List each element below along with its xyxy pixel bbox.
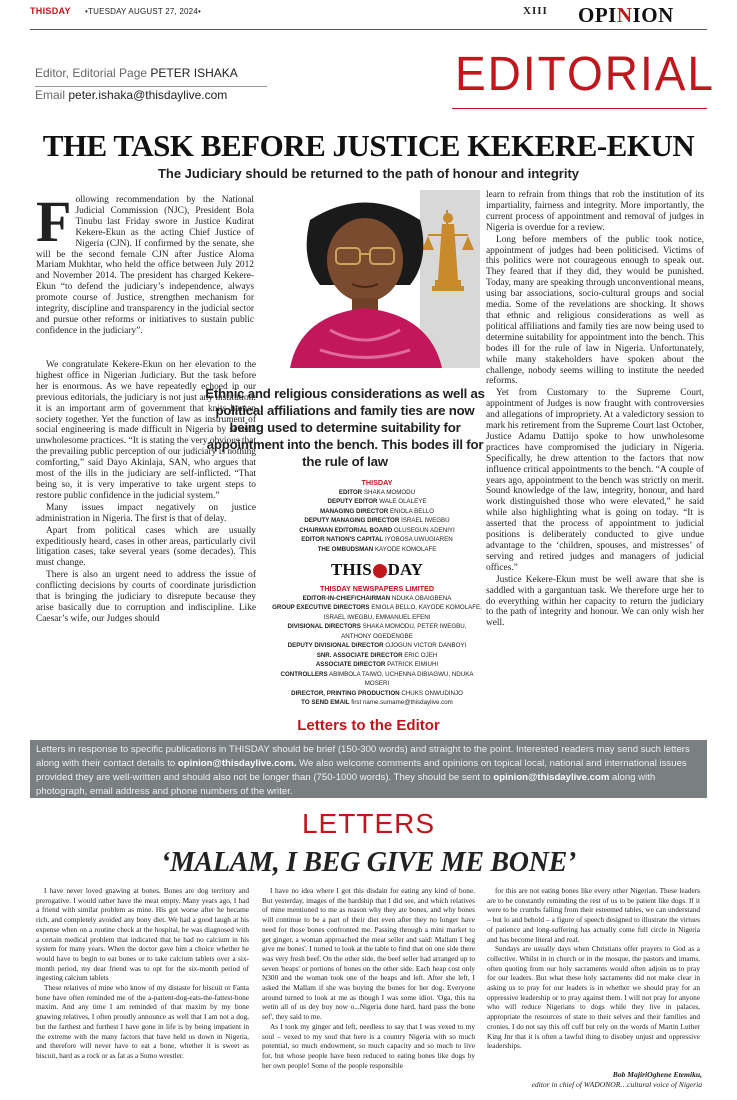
staff-name: PATRICK EIMIUHI: [387, 661, 439, 668]
company-staff-list: [272, 594, 482, 708]
editor-divider: [35, 86, 267, 87]
staff-role: DEPUTY EDITOR: [327, 498, 378, 505]
letter-headline: ‘MALAM, I BEG GIVE ME BONE’: [160, 847, 577, 878]
staff-role: CONTROLLERS: [280, 670, 328, 678]
email-label: Email: [35, 88, 66, 102]
notice-email-2[interactable]: opinion@thisdaylive.com: [493, 772, 610, 783]
letter-column-3: [487, 886, 700, 1051]
staff-name: SHAKA MOMODU: [363, 488, 416, 496]
staff-name: ENIOLA BELLO, KAYODE KOMOLAFE, ISRAEL IWEGBU, EMMANUEL EFENI: [323, 604, 482, 621]
letter-paragraph: I have no idea where I got this disdain for eating any kind of bone. But yesterday, images of the hardship that I did see, and which relatives of mine mentioned to me as reason why they ate bones, and why bones will continue to be a part of their diet even after they no longer have need for those bones confronted me. Passing through a mini market to get ginger, a woman approached the meat seller and said: Mallam I beg give me bones'. I turned to look at the table to find that on one side there was very fresh beef. On the other side, the beef seller had arranged up to seven 'heaps' or portions of bones on the other side. Each heap cost only N300 and the woman took one of the heaps and left. After she left, I asked the Mallam if she was buying the bones for her dog. Everyone around turned to look at me as though I was some idiot. 'Oga, this na wetin all of us dey buy now o...Nigeria done hard, hard pass the bone sef', they said to me.: [262, 886, 475, 1022]
editorial-paragraph: There is also an urgent need to address the issue of conflicting decisions by courts of coordinate jurisdiction that is bringing the judiciary to disrepute because they arise basically due to corruption and indiscipline. Like Caesar’s wife, our Judges should: [36, 570, 256, 624]
editorial-paragraph: Long before members of the public took notice, appointment of judges had been politicised. Victims of this politics were not courageous enough to speak out. They feared that if they did, they would be punished. Today, many are speaking through unconventional means, using bar associations, socio-cultural groups and social media. Some of the revelations are shocking. It shows that ethnic and religious considerations as well as political affiliations and family ties are now being used to determine suitability for appointment into the bench. This bodes ill for the rule of law in Nigeria. Unfortunately, while many stakeholders have spoken about the challenge, nobody seems willing to institute the needed reforms.: [486, 234, 704, 387]
letters-notice: [36, 743, 704, 799]
drop-cap: F: [36, 189, 72, 254]
staff-name: first name.surname@thisdaylive.com: [351, 699, 453, 706]
staff-name: KAYODE KOMOLAFE: [374, 545, 437, 553]
masthead-staff-row: [272, 651, 482, 661]
notice-text-2: We also welcome comments and opinions on topical local, national and international issues provided they are well-written and should also not be longer than (750-1000 words). They should be sent to: [36, 758, 687, 783]
letters-section-title: Letters to the Editor: [297, 717, 440, 734]
masthead-staff-row: [272, 488, 482, 498]
letter-author: Bob MajiriOghene Etemiku,: [612, 1070, 702, 1079]
staff-role: TO SEND EMAIL: [301, 699, 350, 706]
staff-role: EDITOR-IN-CHIEF/CHAIRMAN: [302, 594, 391, 602]
staff-role: THE OMBUDSMAN: [317, 545, 374, 553]
staff-role: DEPUTY DIVISIONAL DIRECTOR: [287, 642, 384, 649]
editorial-paragraph: We congratulate Kekere-Ekun on her elevation to the highest office in Nigerian Judiciary. But the task before her is enormous. As we have repeatedly echoed in our previous editorials, the judiciary is not just any institution: it is an important arm of government that knits human society together. Yet the function of law as instrument of social engineering is made difficult in Nigeria by several unwholesome practices. “It is stating the very obvious that the prevailing public perception of our judiciary is nothing comforting,” said Dayo Akinlaja, SAN, who argues that most of the ills in the judiciary are self-inflicted. “That being so, it is very imperative to take urgent steps to restore public confidence in the judicial system.”: [36, 360, 256, 501]
editorial-divider: [452, 108, 707, 109]
editorial-headline: THE TASK BEFORE JUSTICE KEKERE-EKUN: [42, 128, 695, 163]
staff-role: DEPUTY MANAGING DIRECTOR: [304, 517, 400, 524]
staff-name: CHUKS ONWUDINJO: [401, 689, 463, 697]
masthead-staff-row: [272, 535, 482, 545]
staff-name: ENIOLA BELLO: [390, 507, 435, 515]
staff-name: OLUSEGUN ADENIYI: [393, 526, 455, 534]
masthead-title: THISDAY: [361, 478, 393, 487]
staff-name: NDUKA OBAIGBENA: [391, 594, 452, 602]
letter-column-1: [36, 886, 249, 1061]
notice-text-1: Letters in response to specific publications in THISDAY should be brief (150-300 words) and straight to the point. Interested readers may send such letters along with their contact details to: [36, 744, 690, 769]
staff-role: EDITOR: [338, 488, 363, 496]
editorial-column-1-top: [36, 189, 254, 338]
masthead-staff-row: [272, 689, 482, 699]
notice-email-1[interactable]: opinion@thisdaylive.com.: [177, 758, 297, 769]
masthead-staff-row: [272, 698, 482, 708]
staff-name: WALE OLALEYE: [379, 498, 427, 505]
editorial-paragraph: Apart from political cases which are usually expeditiously heard, cases in other areas, particularly civil litigation cases, take several years (some decades). This must change.: [36, 525, 256, 569]
masthead-staff-row: [272, 545, 482, 555]
masthead-staff-row: [272, 594, 482, 604]
email-line: [35, 88, 227, 102]
section-title-text: OPINION: [578, 3, 674, 27]
masthead-staff-row: [272, 526, 482, 536]
editorial-subheadline: The Judiciary should be returned to the path of honour and integrity: [157, 166, 580, 181]
staff-role: DIVISIONAL DIRECTORS: [287, 623, 361, 630]
letter-paragraph: Sundays are usually days when Christians offer prayers to God as a collective. Whilst in in church or in the mosque, the pastors and imams, often quoting from our holy sacraments would often adjoin us to pray for our leaders. But what these holy sacraments did not make clear in asking us to pray for our leaders is in whether we should pray for an oppressive leadership or to pray against them. I will not pray for anyone who will reduce Nigerians to dogs while they live in palaces, appropriate the resources of state to their selves and their families and cronies. I do not say this off cuff but rely on the words of Martin Luther King Jnr that it is often a lawful thing to disobey unjust and oppressive leaderships.: [487, 944, 700, 1051]
staff-name: ABIMBOLA TAIWO, UCHENNA DIBIAGWU, NDUKA MOSERI: [328, 670, 474, 687]
masthead-staff-row: [272, 516, 482, 526]
staff-role: EDITOR NATION'S CAPITAL: [301, 536, 384, 543]
staff-role: CHAIRMAN EDITORIAL BOARD: [299, 526, 393, 534]
editor-line: [35, 66, 238, 80]
masthead-staff-row: [272, 622, 482, 641]
newspaper-brand: THISDAY: [30, 6, 71, 16]
editorial-paragraph: learn to refrain from things that rob the institution of its impartiality, fairness and integrity. More importantly, the current process of appointment and removal of judges in Nigeria is overdue for a review.: [486, 190, 704, 233]
portrait-illustration: [270, 190, 480, 368]
editorial-paragraph: Many issues impact negatively on justice administration in Nigeria. The first is that of delay.: [36, 502, 256, 524]
letter-column-2: [262, 886, 475, 1070]
staff-name: IYOBOSA UWUGIAREN: [384, 536, 453, 543]
staff-name: ISRAEL IWEGBU: [401, 517, 450, 524]
staff-role: ASSOCIATE DIRECTOR: [315, 661, 386, 668]
staff-name: ERIC OJEH: [404, 651, 438, 659]
masthead-staff-row: [272, 670, 482, 689]
letter-signoff: [531, 1070, 702, 1089]
editorial-paragraph: Yet from Customary to the Supreme Court, appointment of Judges is now fraught with controversies and allegations of impropriety. At a valedictory session to mark his retirement from the Supreme Court last October, Justice Adamu Dattijo spoke to how unwholesome practices have compromised the judiciary in Nigeria. Specifically, he drew attention to the factors that now influence critical appointments to the bench. “A couple of years ago, appointment to the bench was strictly on merit. Sound knowledge of the law, integrity, honour, and hard work distinguished those who were elevated,” he said while also highlighting what is going on today. “It is asserted that the process of appointment to judicial positions is deliberately conducted to give undue advantage to the ‘children, spouses, and mistresses’ of serving and retired judges and managers of judicial offices.”: [486, 388, 704, 573]
logo-text-right: DAY: [387, 560, 423, 579]
masthead-staff-row: [272, 660, 482, 670]
issue-date: •TUESDAY AUGUST 27, 2024•: [85, 7, 201, 16]
letters-label: LETTERS: [301, 808, 436, 839]
letter-paragraph: These relatives of mine who know of my distaste for biscuit or Fanta bone have often reminded me of the a-patient-dog-eats-the-fattest-bone maxim. And any time I am reminded of that maxim by my bone gnawing relatives, I often proudly announce as well that I am not a dog, but the farthest and furthest I have gone in life is by being impatient in the extreme with the many factors that have held us down in Nigeria, and therefore will never have to eat a bone, whether it is sweet as biscuit, hard as a rock or as fat as a Sumo wrestler.: [36, 983, 249, 1060]
face-shape: [327, 218, 403, 302]
letter-paragraph: I have never loved gnawing at bones. Bones are dog territory and prerogative. I would rather have the meat empty. Many years ago, I had a friend with similar problem as mine. His got worse after he became rich, and completely avoided any bony diet. We had a good laugh at his expense when on a routine check at the hospital, he was diagnosed with a certain medical problem that indicated that he had no calcium in his system for many years. When the doctor gave him a choice whether he would have to begin to eat bones or to take calcium tablets over a six-month period, my dear friend was to opt for the six-month period of ingesting calcium tablets: [36, 886, 249, 983]
pull-quote: Ethnic and religious considerations as well as political affiliations and family ties are now being used to determine suitability for appointment into the bench. This bodes ill for the rule of law: [205, 386, 485, 469]
staff-role: MANAGING DIRECTOR: [319, 507, 389, 515]
staff-role: DIRECTOR, PRINTING PRODUCTION: [291, 689, 400, 697]
masthead-staff-row: [272, 641, 482, 651]
staff-role: GROUP EXECUTIVE DIRECTORS: [272, 604, 370, 611]
masthead-staff-row: [272, 603, 482, 622]
section-title: [578, 3, 674, 28]
clothing-shape: [290, 308, 442, 368]
editor-email-link[interactable]: peter.ishaka@thisdaylive.com: [68, 88, 228, 102]
logo-text-left: THIS: [331, 560, 372, 579]
editorial-paragraph: Justice Kekere-Ekun must be well aware that she is saddled with a gargantuan task. We therefore urge her to do everything within her capacity to return the judiciary to the path of integrity and honour. We can only wish her well.: [486, 574, 704, 629]
editor-label: Editor, Editorial Page: [35, 66, 148, 80]
notice-text-3: along with photograph, email address and phone numbers of the writer.: [36, 772, 656, 797]
editorial-paragraph: ollowing recommendation by the National Judicial Commission (NJC), President Bola Tinubu last Friday swore in Justice Kudirat Kekere-Ekun as the acting Chief Justice of Nigeria (CJN). If confirmed by the senate, she will be the second female CJN after Justice Aloma Mariam Mukhtar, who held the office between July 2012 and November 2014. The president has charged Kekere-Ekun “to defend the judiciary’s independence, always promote course of Justice, strengthen mechanism for integrity, discipline and transparency in the judicial sector and pursue other reforms or initiatives to sustain public confidence in the judiciary”.: [36, 195, 254, 336]
masthead-staff-row: [272, 507, 482, 517]
letter-author-title: editor in chief of WADONOR…cultural voice of Nigeria: [531, 1079, 702, 1089]
editorial-label: EDITORIAL: [455, 45, 715, 101]
masthead-staff-row: [272, 497, 482, 507]
editorial-column-3: [486, 190, 704, 630]
header-divider: [30, 29, 707, 30]
editor-name: PETER ISHAKA: [150, 66, 238, 80]
masthead: [272, 478, 482, 708]
staff-role: SNR. ASSOCIATE DIRECTOR: [316, 651, 403, 659]
masthead-staff-list: [272, 488, 482, 555]
letter-paragraph: for this are not eating bones like every other Nigerian. These leaders are to be constantly reminding the rest of us to be patient like dogs. If it were to be crumbs falling from their esteemed tables, we can understand – but lo and behold – a figure of speech designed to illustrate the virtues of patience and long-suffering has actually come full circle in Nigeria and has become literal and real.: [487, 886, 700, 944]
staff-name: OJOGUN VICTOR DANBOYI: [385, 642, 467, 649]
page-number: XIII: [523, 5, 548, 17]
company-name: THISDAY NEWSPAPERS LIMITED: [319, 584, 435, 593]
sun-icon: [373, 564, 387, 578]
letter-paragraph: As I took my ginger and left, needless to say that I was vexed to my soul – vexed to my soul that here is a country Nigeria with so much potential, so much endowment, so much capacity and so much to live for, but whose people have been reduced to eating bones like dogs by her own people! Some of the people responsible: [262, 1021, 475, 1070]
thisday-logo: [272, 560, 482, 580]
staff-name: SHAKA MOMODU, PETER IWEGBU, ANTHONY OGEDENGBE: [341, 623, 467, 640]
